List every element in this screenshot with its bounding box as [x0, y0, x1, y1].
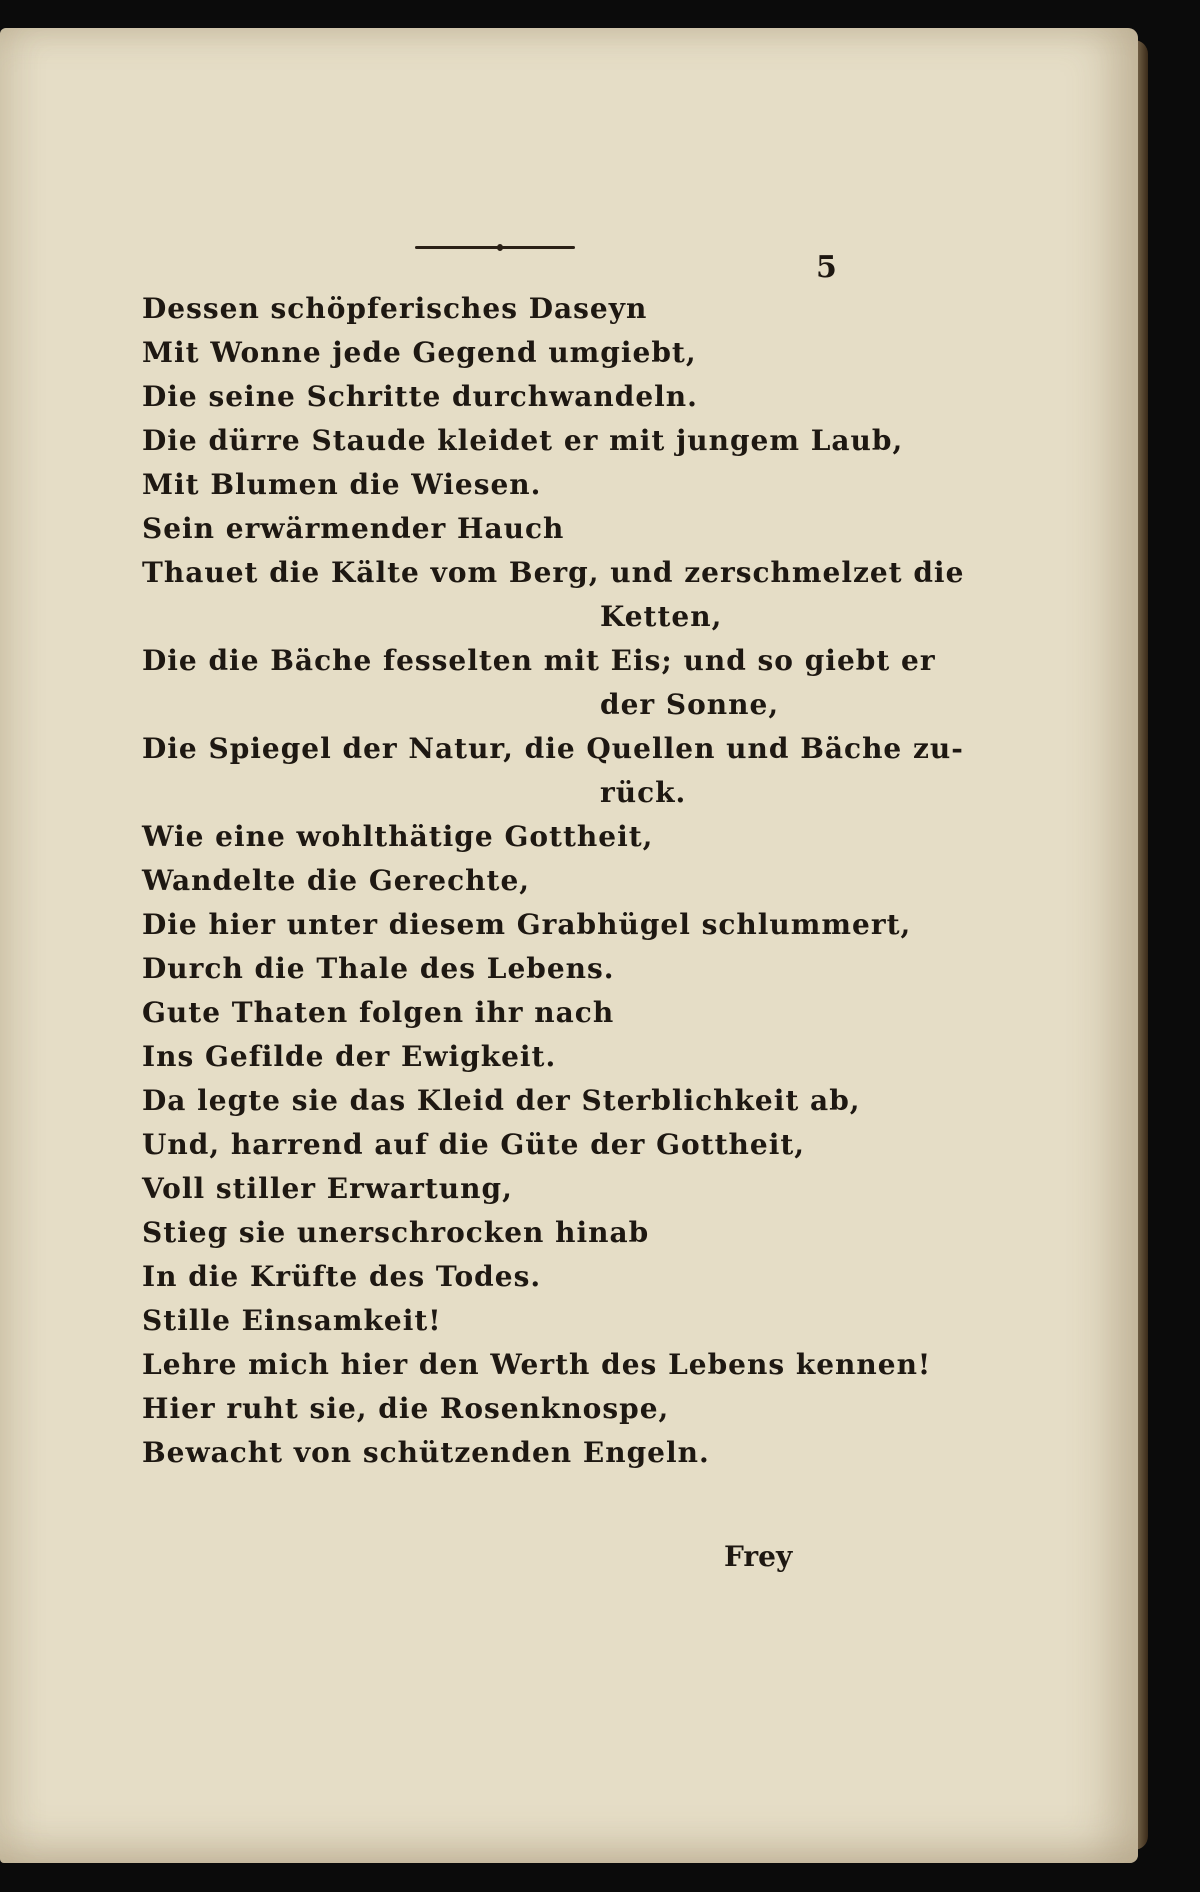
poem-line: Bewacht von schützenden Engeln. [142, 1436, 710, 1469]
poem-line: Da legte sie das Kleid der Sterblichkeit ab, [142, 1084, 861, 1117]
poem-line-continuation: Ketten, [600, 600, 723, 633]
poem-line: Ins Gefilde der Ewigkeit. [142, 1040, 557, 1073]
poem-line: Gute Thaten folgen ihr nach [142, 996, 615, 1029]
poem-line: Mit Wonne jede Gegend umgiebt, [142, 336, 697, 369]
poem-line: Die die Bäche fesselten mit Eis; und so giebt er [142, 644, 936, 677]
poem-line: Thauet die Kälte vom Berg, und zerschmelzet die [142, 556, 965, 589]
poem-line: Voll stiller Erwartung, [142, 1172, 513, 1205]
header-rule [415, 246, 575, 249]
catchword: Frey [724, 1540, 793, 1573]
poem-line: Hier ruht sie, die Rosenknospe, [142, 1392, 670, 1425]
poem-line: Stieg sie unerschrocken hinab [142, 1216, 650, 1249]
poem-line: Sein erwärmender Hauch [142, 512, 565, 545]
poem-line: Die hier unter diesem Grabhügel schlummert, [142, 908, 912, 941]
poem-line: Und, harrend auf die Güte der Gottheit, [142, 1128, 806, 1161]
page-number: 5 [816, 250, 837, 285]
book-page [0, 28, 1138, 1863]
poem-line-continuation: rück. [600, 776, 687, 809]
poem-line: Mit Blumen die Wiesen. [142, 468, 542, 501]
poem-line: Stille Einsamkeit! [142, 1304, 442, 1337]
poem-line: In die Krüfte des Todes. [142, 1260, 542, 1293]
poem-line: Die Spiegel der Natur, die Quellen und Bäche zu- [142, 732, 964, 765]
poem-line: Wandelte die Gerechte, [142, 864, 531, 897]
poem-line-continuation: der Sonne, [600, 688, 780, 721]
poem-line: Dessen schöpferisches Daseyn [142, 292, 648, 325]
poem-line: Die seine Schritte durchwandeln. [142, 380, 698, 413]
poem-line: Lehre mich hier den Werth des Lebens kennen! [142, 1348, 932, 1381]
poem-line: Durch die Thale des Lebens. [142, 952, 615, 985]
poem-line: Die dürre Staude kleidet er mit jungem Laub, [142, 424, 904, 457]
poem-line: Wie eine wohlthätige Gottheit, [142, 820, 654, 853]
